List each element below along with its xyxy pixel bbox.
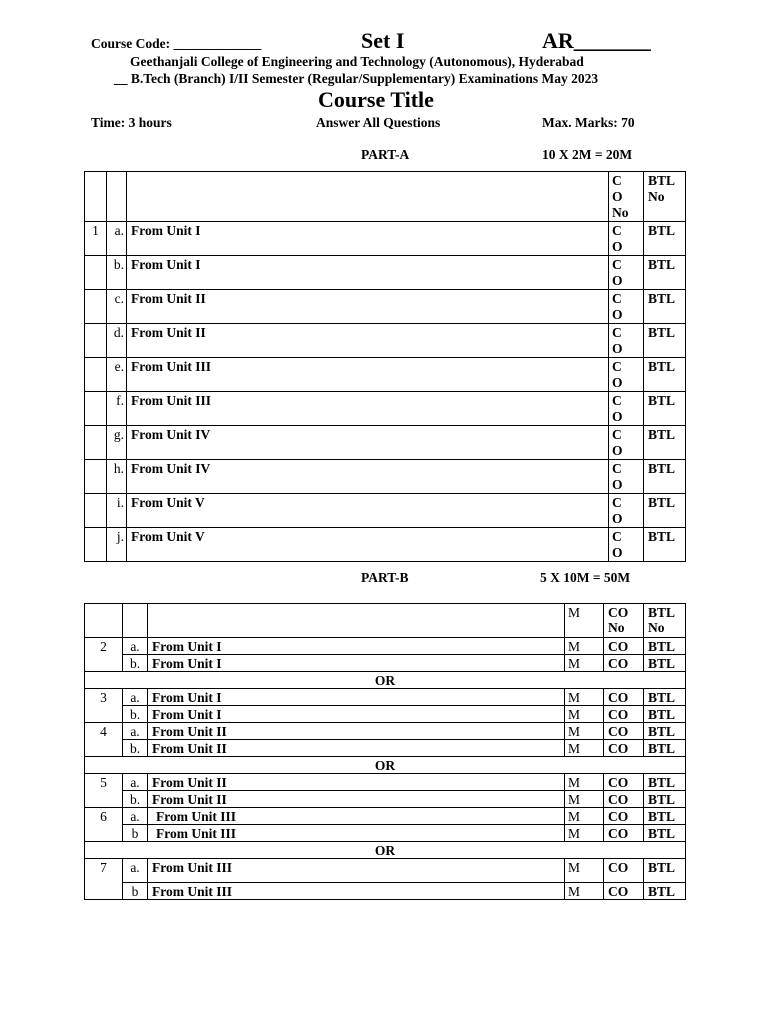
sub-label: a. (123, 638, 148, 655)
co-cell: C O (609, 528, 644, 562)
btl-cell: BTL (644, 825, 686, 842)
co-cell: C O (609, 222, 644, 256)
btl-cell: BTL (644, 494, 686, 528)
question-number: 3 (85, 689, 123, 723)
or-row (85, 672, 686, 689)
sub-label: b (123, 825, 148, 842)
sub-label: j. (107, 528, 127, 562)
sub-label: f. (107, 392, 127, 426)
marks-cell: M (565, 774, 604, 791)
table-row (85, 740, 686, 757)
or-row (85, 842, 686, 859)
question-number: 5 (85, 774, 123, 808)
table-row (85, 689, 686, 706)
btl-cell: BTL (644, 222, 686, 256)
table-row (85, 392, 686, 426)
btl-header: BTL No (644, 604, 686, 638)
co-header: C O No (609, 172, 644, 222)
co-cell: C O (609, 426, 644, 460)
btl-cell: BTL (644, 256, 686, 290)
co-cell: CO (604, 774, 644, 791)
btl-cell: BTL (644, 808, 686, 825)
marks-header: M (565, 604, 604, 638)
co-cell: C O (609, 460, 644, 494)
co-cell: C O (609, 256, 644, 290)
or-label: OR (85, 842, 686, 859)
co-cell: C O (609, 324, 644, 358)
marks-cell: M (565, 808, 604, 825)
co-cell: CO (604, 740, 644, 757)
btl-cell: BTL (644, 689, 686, 706)
table-row (85, 256, 686, 290)
question-text: From Unit I (127, 256, 609, 290)
question-text: From Unit III (127, 358, 609, 392)
sub-label: e. (107, 358, 127, 392)
question-text: From Unit II (127, 324, 609, 358)
header-cell (85, 604, 123, 638)
co-cell: CO (604, 638, 644, 655)
table-row (85, 774, 686, 791)
question-text: From Unit IV (127, 460, 609, 494)
part-a-header-row (85, 172, 686, 222)
part-b-marks: 5 X 10M = 50M (540, 570, 631, 585)
table-row (85, 494, 686, 528)
btl-cell: BTL (644, 638, 686, 655)
marks-cell: M (565, 740, 604, 757)
marks-cell: M (565, 859, 604, 883)
marks-cell: M (565, 638, 604, 655)
question-number-empty (85, 426, 107, 460)
question-text: From Unit III (148, 825, 565, 842)
ar-field: AR_______ (542, 28, 651, 53)
btl-cell: BTL (644, 723, 686, 740)
sub-label: b. (123, 655, 148, 672)
header-cell (148, 604, 565, 638)
table-row (85, 460, 686, 494)
question-text: From Unit II (127, 290, 609, 324)
sub-label: a. (107, 222, 127, 256)
question-number: 6 (85, 808, 123, 842)
co-cell: CO (604, 859, 644, 883)
question-text: From Unit III (148, 808, 565, 825)
btl-cell: BTL (644, 883, 686, 900)
part-b-title: PART-B (361, 570, 409, 585)
sub-label: b. (123, 791, 148, 808)
question-number-empty (85, 494, 107, 528)
or-label: OR (85, 757, 686, 774)
question-text: From Unit II (148, 723, 565, 740)
question-text: From Unit III (148, 859, 565, 883)
question-text: From Unit III (127, 392, 609, 426)
question-text: From Unit II (148, 791, 565, 808)
question-number: 1 (85, 222, 107, 256)
sub-label: a. (123, 859, 148, 883)
course-title: Course Title (318, 87, 434, 112)
sub-label: a. (123, 808, 148, 825)
question-text: From Unit V (127, 528, 609, 562)
sub-label: h. (107, 460, 127, 494)
header-cell (107, 172, 127, 222)
question-number: 4 (85, 723, 123, 757)
question-text: From Unit IV (127, 426, 609, 460)
question-number: 7 (85, 859, 123, 900)
marks-cell: M (565, 689, 604, 706)
marks-cell: M (565, 791, 604, 808)
or-row (85, 757, 686, 774)
co-cell: CO (604, 883, 644, 900)
btl-cell: BTL (644, 774, 686, 791)
co-cell: CO (604, 689, 644, 706)
sub-label: a. (123, 689, 148, 706)
question-number-empty (85, 324, 107, 358)
table-row (85, 290, 686, 324)
question-number-empty (85, 290, 107, 324)
marks-cell: M (565, 723, 604, 740)
course-code-label: Course Code: _____________ (91, 36, 262, 51)
exam-title: __ B.Tech (Branch) I/II Semester (Regular/Supplementary) Examinations May 2023 (114, 71, 599, 86)
table-row (85, 723, 686, 740)
marks-cell: M (565, 655, 604, 672)
question-number: 2 (85, 638, 123, 672)
table-row (85, 528, 686, 562)
question-number-empty (85, 358, 107, 392)
question-text: From Unit II (148, 774, 565, 791)
header-cell (127, 172, 609, 222)
table-row (85, 222, 686, 256)
table-row (85, 426, 686, 460)
question-text: From Unit I (148, 655, 565, 672)
header-cell (123, 604, 148, 638)
question-text: From Unit I (127, 222, 609, 256)
sub-label: g. (107, 426, 127, 460)
co-cell: C O (609, 358, 644, 392)
btl-cell: BTL (644, 324, 686, 358)
co-cell: C O (609, 392, 644, 426)
sub-label: b. (123, 706, 148, 723)
marks-cell: M (565, 883, 604, 900)
sub-label: d. (107, 324, 127, 358)
btl-cell: BTL (644, 358, 686, 392)
btl-cell: BTL (644, 859, 686, 883)
co-cell: C O (609, 494, 644, 528)
question-text: From Unit I (148, 638, 565, 655)
question-text: From Unit V (127, 494, 609, 528)
question-number-empty (85, 528, 107, 562)
part-b-table (84, 603, 686, 900)
co-cell: CO (604, 825, 644, 842)
question-number-empty (85, 460, 107, 494)
btl-cell: BTL (644, 706, 686, 723)
college-name: Geethanjali College of Engineering and Technology (Autonomous), Hyderabad (130, 54, 584, 69)
btl-cell: BTL (644, 460, 686, 494)
table-row (85, 808, 686, 825)
co-cell: C O (609, 290, 644, 324)
part-b-header-row (85, 604, 686, 638)
sub-label: i. (107, 494, 127, 528)
sub-label: c. (107, 290, 127, 324)
question-text: From Unit III (148, 883, 565, 900)
question-number-empty (85, 392, 107, 426)
btl-cell: BTL (644, 528, 686, 562)
table-row (85, 791, 686, 808)
co-cell: CO (604, 808, 644, 825)
btl-cell: BTL (644, 655, 686, 672)
or-label: OR (85, 672, 686, 689)
time-label: Time: 3 hours (91, 115, 172, 130)
part-a-table (84, 171, 686, 562)
btl-cell: BTL (644, 392, 686, 426)
co-header: CO No (604, 604, 644, 638)
table-row (85, 638, 686, 655)
sub-label: a. (123, 774, 148, 791)
max-marks-label: Max. Marks: 70 (542, 115, 635, 130)
co-cell: CO (604, 723, 644, 740)
btl-cell: BTL (644, 791, 686, 808)
sub-label: b. (107, 256, 127, 290)
table-row (85, 655, 686, 672)
table-row (85, 859, 686, 883)
btl-header: BTL No (644, 172, 686, 222)
header-cell (85, 172, 107, 222)
btl-cell: BTL (644, 426, 686, 460)
sub-label: b. (123, 740, 148, 757)
question-text: From Unit I (148, 706, 565, 723)
question-number-empty (85, 256, 107, 290)
question-text: From Unit II (148, 740, 565, 757)
sub-label: a. (123, 723, 148, 740)
instruction-label: Answer All Questions (316, 115, 441, 130)
marks-cell: M (565, 706, 604, 723)
co-cell: CO (604, 791, 644, 808)
table-row (85, 324, 686, 358)
question-text: From Unit I (148, 689, 565, 706)
table-row (85, 358, 686, 392)
btl-cell: BTL (644, 290, 686, 324)
co-cell: CO (604, 706, 644, 723)
set-label: Set I (361, 28, 405, 53)
marks-cell: M (565, 825, 604, 842)
btl-cell: BTL (644, 740, 686, 757)
part-a-marks: 10 X 2M = 20M (542, 147, 633, 162)
sub-label: b (123, 883, 148, 900)
part-a-title: PART-A (361, 147, 410, 162)
co-cell: CO (604, 655, 644, 672)
